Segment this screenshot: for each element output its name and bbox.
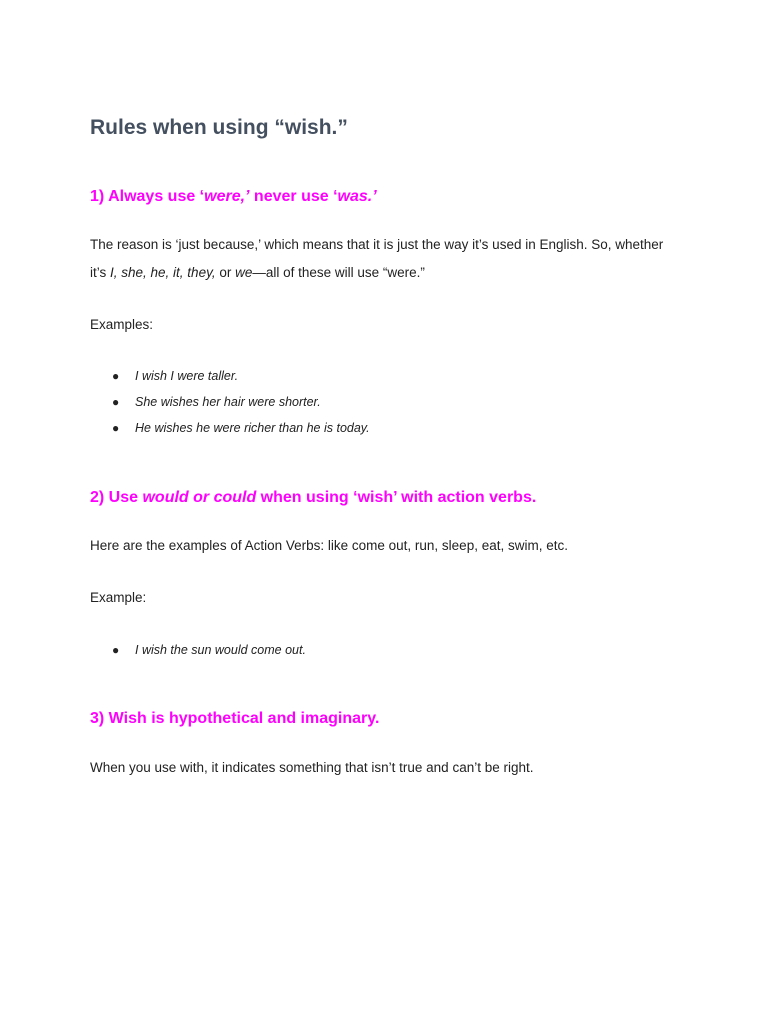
bullet-icon: ● — [112, 421, 120, 435]
section-1-paragraph-text: The reason is ‘just because,’ which means that it is just the way it’s used in English. So, whether it’s — [90, 237, 664, 280]
section-1-heading-text: 1) Always use ‘ — [90, 188, 205, 205]
list-item — [90, 415, 370, 441]
section-2-paragraph: Here are the examples of Action Verbs: like come out, run, sleep, eat, swim, etc. — [90, 538, 568, 553]
example-text: I wish the sun would come out. — [135, 643, 306, 657]
section-1-paragraph-or: or — [215, 265, 236, 280]
section-1-heading-text-mid: never use ‘ — [249, 188, 338, 205]
section-2-heading — [90, 489, 536, 507]
page-title: Rules when using “wish.” — [90, 116, 348, 139]
section-1-paragraph-we: we — [235, 265, 253, 280]
bullet-icon: ● — [112, 395, 120, 409]
bullet-icon: ● — [112, 643, 120, 657]
section-3-heading: 3) Wish is hypothetical and imaginary. — [90, 710, 380, 727]
section-2-example-label: Example: — [90, 590, 147, 605]
section-1-example-list — [90, 363, 370, 441]
section-1-paragraph-tail: —all of these will use “were.” — [252, 265, 425, 280]
section-1-heading — [90, 188, 377, 206]
bullet-icon: ● — [112, 369, 120, 383]
section-2-heading-emphasis: would or could — [142, 489, 257, 506]
example-text: I wish I were taller. — [135, 369, 239, 383]
section-2-heading-tail: when using ‘wish’ with action verbs. — [256, 489, 537, 506]
section-1-heading-emphasis-were: were,’ — [204, 188, 250, 205]
section-1-heading-emphasis-was: was.’ — [337, 188, 377, 205]
list-item — [90, 637, 306, 663]
example-text: He wishes he were richer than he is today. — [135, 421, 370, 435]
example-text: She wishes her hair were shorter. — [135, 395, 321, 409]
section-1-paragraph — [90, 231, 680, 287]
list-item — [90, 363, 370, 389]
section-1-paragraph-pronouns: I, she, he, it, they, — [110, 265, 216, 280]
section-1-examples-label: Examples: — [90, 317, 154, 332]
section-2-example-list — [90, 637, 306, 663]
section-2-heading-text: 2) Use — [90, 489, 143, 506]
list-item — [90, 389, 370, 415]
section-3-paragraph: When you use with, it indicates something that isn’t true and can’t be right. — [90, 760, 534, 775]
